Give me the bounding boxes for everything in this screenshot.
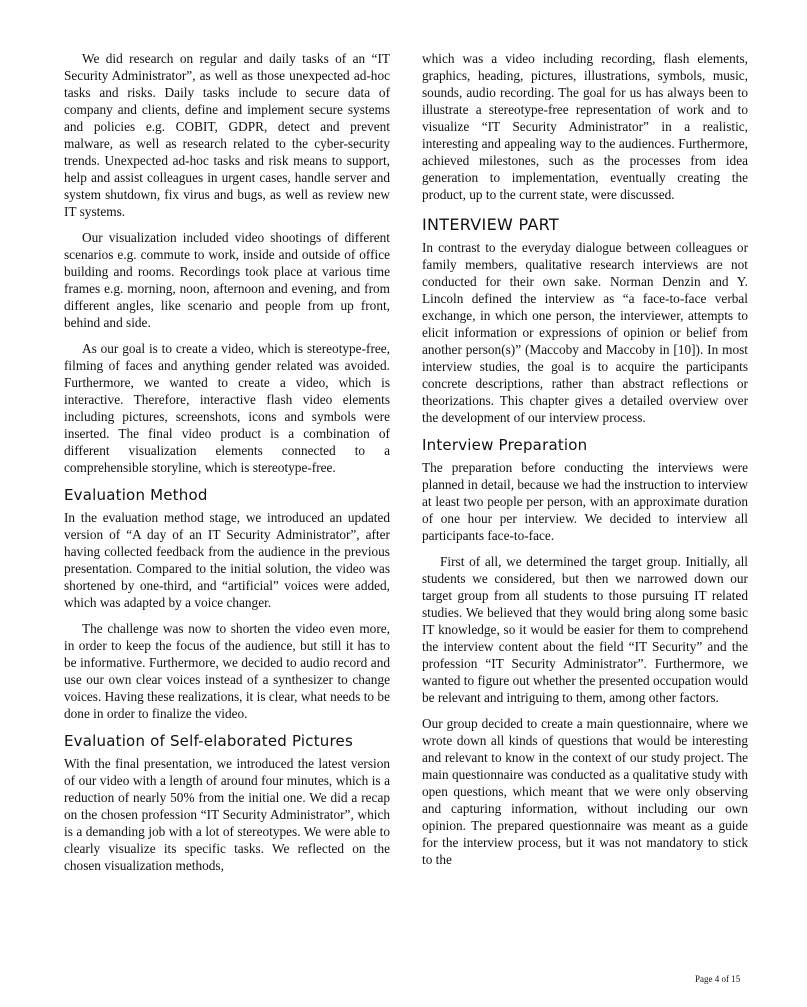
paragraph: With the final presentation, we introduced the latest version of our video with a length of around four minutes, which is a reduction of nearly 50% from the initial one. We did a recap on the chosen profession “IT Security Administrator”, which is a demanding job with a lot of stereotypes. We were able to clearly visualize its specific tasks. We reflected on the chosen visualization methods, [64,756,390,873]
paragraph: First of all, we determined the target group. Initially, all students we considered, but then we narrowed down our target group from all students to those pursuing IT related studies. We believed that they would bring along some basic IT knowledge, so it would be easier for them to comprehend the interview content about the field “IT Security” and the profession “IT Security Administrator”. Furthermore, we wanted to figure out whether the presented occupation would be relevant and intriguing to them, among other factors. [422,554,748,705]
left-column [64,50,390,883]
paragraph: As our goal is to create a video, which is stereotype-free, filming of faces and anything gender related was avoided. Furthermore, we wanted to create a video, which is interactive. Therefore, interactive flash video elements including pictures, screenshots, icons and symbols were inserted. The final video product is a combination of different visualization elements connected to a comprehensible storyline, which is stereotype-free. [64,341,390,475]
chapter-heading-interview-part: INTERVIEW PART [422,215,559,234]
paragraph: We did research on regular and daily tasks of an “IT Security Administrator”, as well as those unexpected ad-hoc tasks and risks. Daily tasks include to secure data of company and clients, define and implement secure systems and policies e.g. COBIT, GDPR, detect and prevent malware, as well as research related to the cyber-security trends. Unexpected ad-hoc tasks and risk means to support, help and assist colleagues in urgent cases, handle server and system shutdown, fix virus and bugs, as well as review new IT systems. [64,51,390,219]
paragraph: In the evaluation method stage, we introduced an updated version of “A day of an IT Security Administrator”, after having collected feedback from the audience in the previous presentation. Compared to the initial solution, the video was shortened by one-third, and “artificial” voices were added, which was adapted by a voice changer. [64,510,390,610]
section-heading-evaluation-method: Evaluation Method [64,486,208,504]
paragraph: In contrast to the everyday dialogue between colleagues or family members, qualitative research interviews are not conducted for their own sake. Norman Denzin and Y. Lincoln defined the interview as “a face-to-face verbal exchange, in which one person, the interviewer, attempts to elicit information or expressions of opinion or belief from another person(s)” (Maccoby and Maccoby in [10]). In most interview studies, the goal is to acquire the participants concrete descriptions, rather than abstract reflections or theorizations. This chapter gives a detailed overview over the development of our interview process. [422,240,748,425]
page-number: Page 4 of 15 [695,974,741,984]
paragraph: Our group decided to create a main questionnaire, where we wrote down all kinds of questions that would be interesting and relevant to know in the context of our study project. The main questionnaire was conducted as a qualitative study with open questions, which meant that we were only observing and capturing information, without including our own opinion. The prepared questionnaire was meant as a guide for the interview process, but it was not mandatory to stick to the [422,716,748,867]
paragraph: Our visualization included video shootings of different scenarios e.g. commute to work, inside and outside of office building and rooms. Recordings took place at various time frames e.g. morning, noon, afternoon and evening, and from different angles, like scenario and people from up front, behind and side. [64,230,390,330]
right-column [422,50,748,877]
section-heading-self-elaborated-pictures: Evaluation of Self-elaborated Pictures [64,732,353,750]
section-heading-interview-preparation: Interview Preparation [422,436,588,454]
paragraph: which was a video including recording, flash elements, graphics, heading, pictures, illustrations, symbols, music, sounds, audio recording. The goal for us has always been to illustrate a stereotype-free representation of work and to visualize “IT Security Administrator” in a realistic, interesting and appealing way to the audiences. Furthermore, achieved milestones, such as the processes from idea generation to implementation, eventually creating the product, up to the current state, were discussed. [422,51,748,202]
paragraph: The preparation before conducting the interviews were planned in detail, because we had the instruction to interview at least two people per person, with an approximate duration of one hour per interview. We decided to interview all participants face-to-face. [422,460,748,543]
paragraph: The challenge was now to shorten the video even more, in order to keep the focus of the audience, but still it has to be informative. Furthermore, we decided to audio record and use our own clear voices instead of a synthesizer to change voices. Having these realizations, it is clear, what needs to be done in order to finalize the video. [64,621,390,721]
